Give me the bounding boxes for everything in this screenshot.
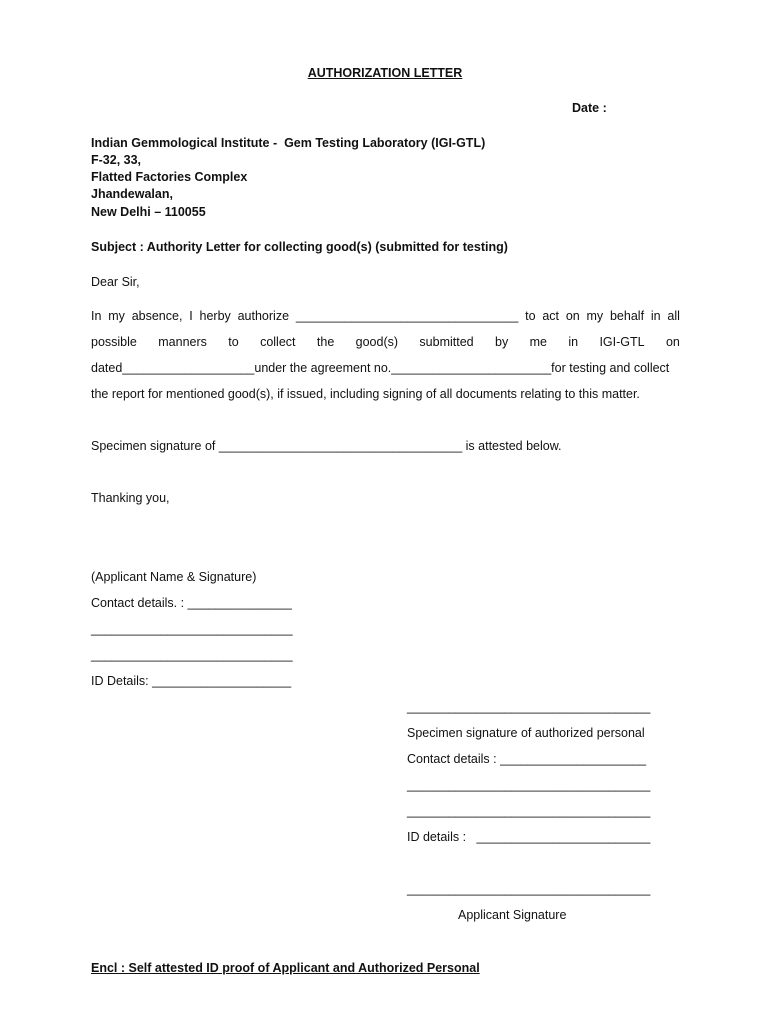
applicant-contact-details: Contact details. : _______________ (91, 596, 292, 610)
word: herby (199, 309, 231, 323)
closing: Thanking you, (91, 491, 170, 505)
word: good(s) (355, 335, 399, 349)
applicant-id-details: ID Details: ____________________ (91, 674, 292, 688)
word: authorize (237, 309, 290, 323)
address-line-4: Jhandewalan, (91, 187, 173, 201)
authorized-signature-line: ___________________________________ (407, 700, 651, 714)
authorized-specimen-label: Specimen signature of authorized personal (407, 726, 645, 740)
word: the (316, 335, 335, 349)
specimen-signature-line: Specimen signature of ___________________________________ is attested below. (91, 439, 562, 453)
word: my (108, 309, 125, 323)
authorized-person-blank: ________________________________ (295, 309, 519, 323)
authorized-id-details: ID details : _________________________ (407, 830, 651, 844)
word: on (665, 335, 680, 349)
word: behalf (609, 309, 645, 323)
authorized-blank-line: ___________________________________ (407, 804, 651, 818)
word: all (667, 309, 680, 323)
word: I (189, 309, 193, 323)
body-para1-line4: the report for mentioned good(s), if issued, including signing of all documents relating to this matter. (91, 387, 640, 401)
subject-line: Subject : Authority Letter for collecting good(s) (submitted for testing) (91, 240, 508, 254)
word: In (91, 309, 102, 323)
word: in (568, 335, 579, 349)
word: by (495, 335, 509, 349)
word: absence, (131, 309, 183, 323)
address-line-2: F-32, 33, (91, 153, 142, 167)
applicant-blank-line: _____________________________ (91, 622, 293, 636)
applicant-signature-line: ___________________________________ (407, 882, 651, 896)
date-label: Date : (572, 101, 607, 115)
address-line-3: Flatted Factories Complex (91, 170, 248, 184)
word: in (650, 309, 661, 323)
word: collect (260, 335, 296, 349)
word: on (565, 309, 580, 323)
applicant-name-signature: (Applicant Name & Signature) (91, 570, 257, 584)
address-line-1: Indian Gemmological Institute - Gem Testing Laboratory (IGI-GTL) (91, 136, 486, 150)
word: to (525, 309, 536, 323)
word: my (586, 309, 604, 323)
word: act (542, 309, 560, 323)
authorized-blank-line: ___________________________________ (407, 778, 651, 792)
applicant-signature-label: Applicant Signature (458, 908, 567, 922)
word: me (529, 335, 547, 349)
word: possible (91, 335, 137, 349)
word: to (228, 335, 239, 349)
applicant-blank-line: _____________________________ (91, 648, 293, 662)
enclosure-note: Encl : Self attested ID proof of Applicant and Authorized Personal (91, 961, 480, 975)
word: manners (158, 335, 207, 349)
word: IGI-GTL (599, 335, 645, 349)
word: submitted (419, 335, 474, 349)
salutation: Dear Sir, (91, 275, 140, 289)
authorized-contact-details: Contact details : _____________________ (407, 752, 647, 766)
body-para1-line1 (91, 309, 680, 323)
body-para1-line2 (91, 335, 680, 349)
body-para1-line3: dated___________________under the agreement no._______________________for testing and collect (91, 361, 670, 375)
address-line-5: New Delhi – 110055 (91, 205, 206, 219)
letter-title: AUTHORIZATION LETTER (307, 66, 463, 80)
